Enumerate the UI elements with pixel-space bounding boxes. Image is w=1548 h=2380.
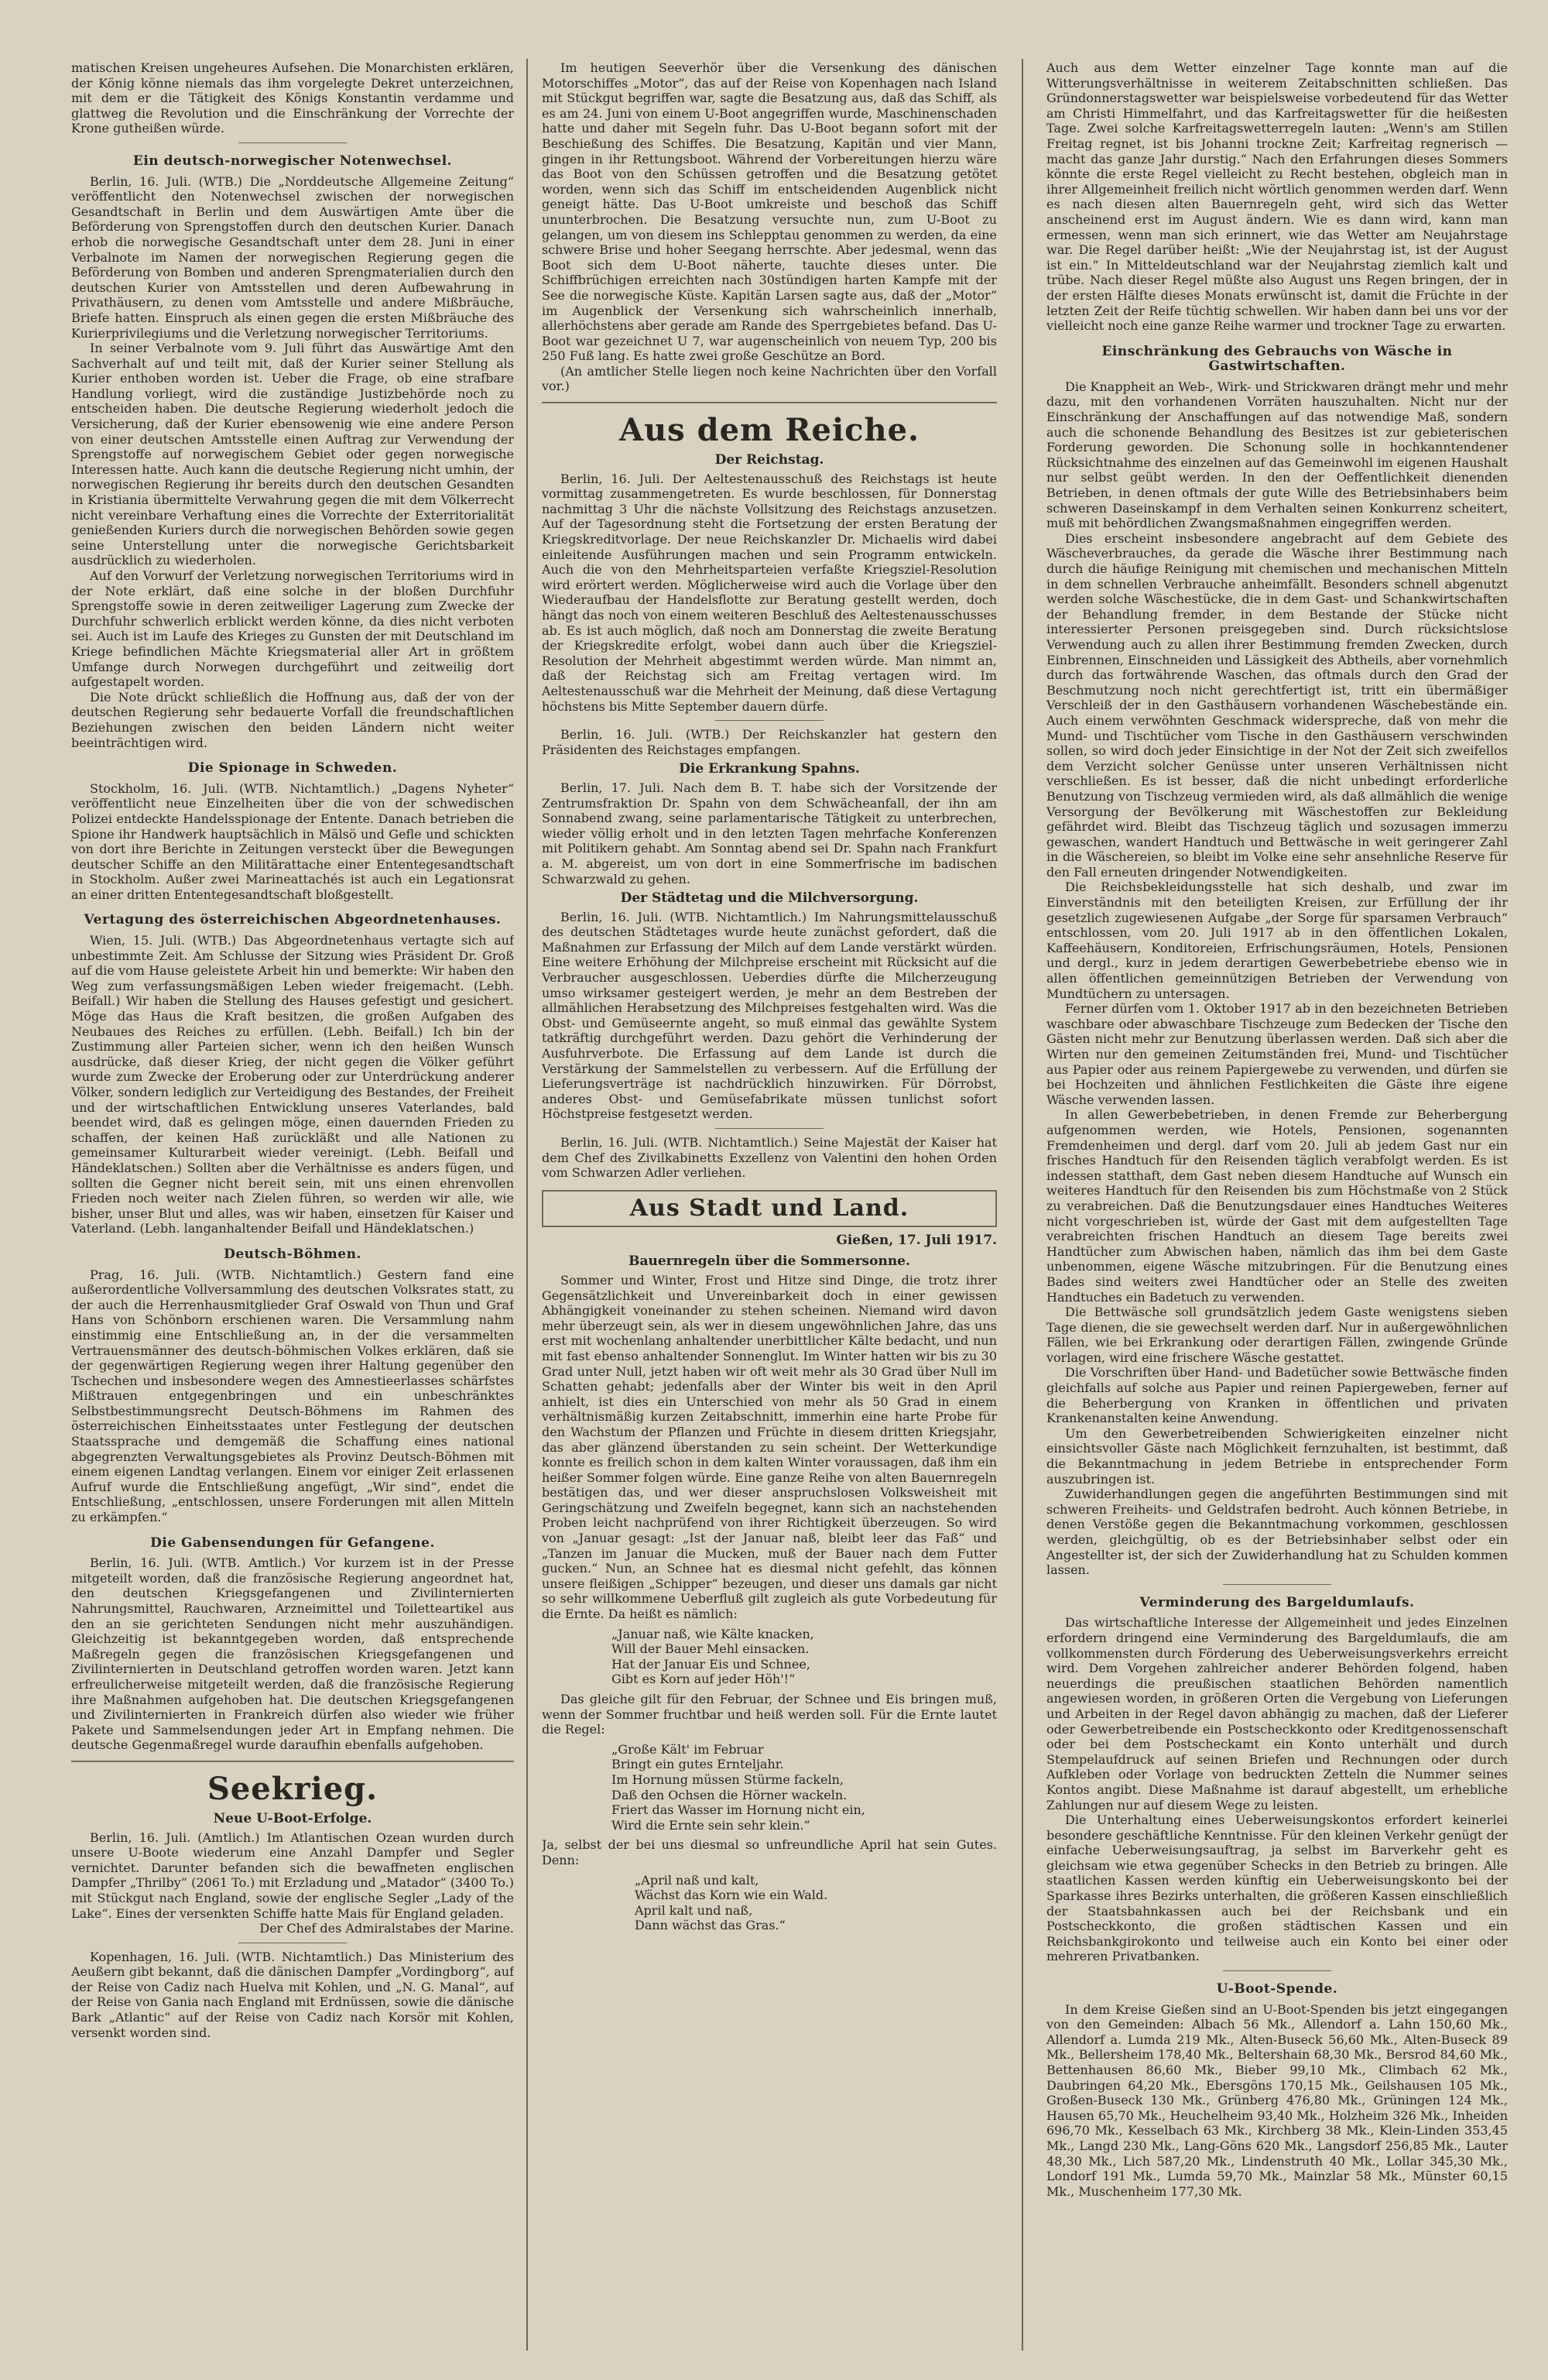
divider [1223,1970,1331,1971]
article-text: Berlin, 16. Juli. Der Aeltestenausschuß des Reichstags ist heute vormittag zusammengetreten. Es wurde beschlossen, für Donnerstag nachmittag 3 Uhr die nächste Vollsitzung des Reichstags anzusetzen. Auf der Tagesordnung steht die Fortsetzung der ersten Beratung der Kriegskreditvorlage. Der neue Reichskanzler Dr. Michaelis wird dabei einleitende Ausführungen machen und sein Programm entwickeln. Auch die von den Mehrheitsparteien verfaßte Kriegsziel-Resolution wird erörtert werden. Möglicherweise wird auch die Vorlage über den Wiederaufbau der Handelsflotte zur Beratung gestellt werden, doch hängt das noch von einem weiteren Beschluß des Aeltestenausschusses ab. Es ist auch möglich, daß noch am Donnerstag die zweite Beratung der Kriegskredite erfolgt, wobei dann auch über die Kriegsziel-Resolution der Mehrheit abgestimmt werden würde. Man nimmt an, daß der Reichstag sich am Freitag vertagen wird. Im Aeltestenausschuß war die Mehrheit der Meinung, daß diese Vertagung höchstens bis Mitte September dauern dürfe. [542,471,997,714]
article-text: Dies erscheint insbesondere angebracht auf dem Gebiete des Wäscheverbrauches, da gerade die Wäsche ihrer Bestimmung nach durch die häufige Reinigung mit chemischen und mechanischen Mitteln in dem schnellen Verbrauche anheimfällt. Besonders schnell abgenutzt werden solche Wäschestücke, die in dem Gast- und Schankwirtschaften der Behandlung fremder, in dem Bestande der Stücke nicht interessierter Personen preisgegeben sind. Durch rücksichtslose Verwendung auch zu allen ihrer Bestimmung fremden Zwecken, durch Einbrennen, Einschneiden und Lässigkeit des Abtheils, aber vornehmlich durch das fortwährende Waschen, das oftmals durch den Grad der Beschmutzung noch nicht gerechtfertigt ist, tritt ein übermäßiger Verschleiß der in den Gasthäusern vorhandenen Wäschebestände ein. Auch einem verwöhnten Geschmack widerspreche, daß von mehr die Mund- und Tischtücher vom Tische in den Gasthäusern verschwinden sollen, so wird doch jeder Einsichtige in der Not der Zeit sich zweifellos dem Verzicht solcher Genüsse unter unseren Verhältnissen nicht verschließen. Es ist besser, daß die nicht unbedingt erforderliche Benutzung von Tischzeug vermieden wird, als daß allmählich die wenige Versorgung der Bevölkerung mit Wäschestoffen zur Bekleidung gefährdet wird. Bleibt das Tischzeug täglich und sozusagen immerzu gewaschen, wandert Handtuch und Bettwäsche in weit geringerer Zahl in die Wäschereien, so bleibt im Volke eine sehr ansehnliche Reserve für den Fall erneuten dringender Notwendigkeiten. [1046,530,1508,880]
article-text: Im heutigen Seeverhör über die Versenkung des dänischen Motorschiffes „Motor“, das auf der Reise von Kopenhagen nach Island mit Stückgut begriffen war, sagte die Besatzung aus, daß das Schiff, als es am 24. Juni von einem U-Boot angegriffen wurde, Maschinenschaden hatte und daher mit Segeln fuhr. Das U-Boot begann sofort mit der Beschießung des Schiffes. Die Besatzung, Kapitän und vier Mann, gingen in ihr Rettungsboot. Während der Vorbereitungen hierzu wäre das Boot von den Schüssen getroffen und die Besatzung getötet worden, wenn sich das Schiff im entscheidenden Augenblick nicht geneigt hätte. Das U-Boot umkreiste und beschoß das Schiff ununterbrochen. Die Besatzung versuchte nun, zum U-Boot zu gelangen, um von diesem ins Schlepptau genommen zu werden, da eine schwere Brise und hoher Seegang herrschte. Aber jedesmal, wenn das Boot sich dem U-Boot näherte, tauchte dieses unter. Die Schiffbrüchigen erreichten nach 30stündigen harten Kampfe mit der See die norwegische Küste. Kapitän Larsen sagte aus, daß der „Motor“ im Augenblick der Versenkung sich wahrscheinlich innerhalb, allerhöchstens aber gerade am Rande des Sperrgebietes befand. Das U-Boot war gezeichnet U 7, war augenscheinlich von neuem Typ, 200 bis 250 Fuß lang. Es hatte zwei große Geschütze an Bord. [542,60,997,364]
subheadline-spahn: Die Erkrankung Spahns. [679,761,860,777]
divider [715,1128,824,1129]
article-text: Ja, selbst der bei uns diesmal so unfreundliche April hat sein Gutes. Denn: [542,1837,997,1867]
headline-boehmen: Deutsch-Böhmen. [224,1246,361,1262]
article-text: Die Note drückt schließlich die Hoffnung aus, daß der von der deutschen Regierung sehr bedauerte Vorfall die freundschaftlichen Beziehungen zwischen den beiden Ländern nicht weiter beeinträchtigen wird. [71,689,514,750]
headline-vertagung: Vertagung des österreichischen Abgeordnetenhauses. [84,912,502,928]
section-title-reiche: Aus dem Reiche. [619,412,920,449]
headline-waesche: Einschränkung des Gebrauchs von Wäsche in Gastwirtschaften. [1101,343,1453,375]
article-text: Zuwiderhandlungen gegen die angeführten Bestimmungen sind mit schweren Freiheits- und Geldstrafen bedroht. Auch können Betriebe, in denen Verstöße gegen die Bekanntmachung vorkommen, geschlossen werden, gleichgültig, ob es der Betriebsinhaber selbst oder ein Angestellter ist, der sich der Zuwiderhandlung hat zu Schulden kommen lassen. [1046,1487,1508,1578]
verse: „Januar naß, wie Kälte knacken, Will der Bauer Mehl einsacken. Hat der Januar Eis und Schnee, Gibt es Korn auf jeder Höh'!“ [611,1626,814,1687]
article-text: Berlin, 16. Juli. (WTB.) Der Reichskanzler hat gestern den Präsidenten des Reichstages empfangen. [542,727,997,757]
headline-spende: U-Boot-Spende. [1216,1981,1338,1998]
article-text: Stockholm, 16. Juli. (WTB. Nichtamtlich.) „Dagens Nyheter“ veröffentlicht neue Einzelheiten über die von der schwedischen Polizei entdeckte Handelsspionage der Entente. Danach betrieben die Spione ihr Handwerk hauptsächlich in Mälsö und Gefle und schickten von dort ihre Berichte in Zeitungen versteckt über die Bewegungen deutscher Schiffe an den Militärattache einer Ententegesandtschaft in Stockholm. Außer zwei Marineattachés ist auch ein Legationsrat an einer dritten Ententegesandtschaft bloßgestellt. [71,780,514,902]
headline-spionage: Die Spionage in Schweden. [187,760,398,777]
column-3 [1046,60,1508,2352]
headline-norweg: Ein deutsch-norwegischer Notenwechsel. [132,153,453,169]
section-title-stadt: Aus Stadt und Land. [629,1194,909,1222]
article-text: matischen Kreisen ungeheures Aufsehen. Die Monarchisten erklären, der König könne niemals das ihm vorgelegte Dekret unterzeichnen, mit dem er die Tätigkeit des Königs Konstantin verdamme und glattweg die Revolution und die Einschränkung der Vorrechte der Krone gutheißen würde. [71,60,514,136]
article-text: Berlin, 16. Juli. (WTB. Amtlich.) Vor kurzem ist in der Presse mitgeteilt worden, daß die französische Regierung angeordnet hat, den deutschen Kriegsgefangenen und Zivilinternierten Nahrungsmittel, Rauchwaren, Arzneimittel und Toiletteartikel aus den an sie gerichteten Sendungen nicht mehr auszuhändigen. Gleichzeitig ist bekanntgegeben worden, daß entsprechende Maßregeln gegen die französischen Kriegsgefangenen und Zivilinternierten in Deutschland getroffen worden waren. Jetzt kann erfreulicherweise mitgeteilt werden, daß die französische Regierung ihre Maßnahmen aufgehoben hat. Die deutschen Kriegsgefangenen und Zivilinternierten in Frankreich dürfen also wieder wie früher Pakete und Sammelsendungen jeder Art in Empfang nehmen. Die deutsche Gegenmaßregel wurde daraufhin ebenfalls aufgehoben. [71,1555,514,1753]
section-divider [542,402,997,403]
section-box-stadt [542,1190,997,1227]
article-text: Berlin, 16. Juli. (Amtlich.) Im Atlantischen Ozean wurden durch unsere U-Boote wiederum eine Anzahl Dampfer und Segler vernichtet. Darunter befanden sich die bewaffneten englischen Dampfer „Thrilby“ (2061 To.) mit Erzladung und „Matador“ (3400 To.) mit Stückgut nach England, sowie der englische Segler „Lady of the Lake“. Eines der versenkten Schiffe hatte Mais für England geladen. [71,1830,514,1921]
article-signature: Der Chef des Admiralstabes der Marine. [259,1921,514,1936]
article-text: Kopenhagen, 16. Juli. (WTB. Nichtamtlich.) Das Ministerium des Aeußern gibt bekannt, daß die dänischen Dampfer „Vordingborg“, auf der Reise von Cadiz nach Huelva mit Kohlen, und „N. G. Manal“, auf der Reise von Gania nach England mit Erdnüssen, sowie die dänische Bark „Atlantic“ auf der Reise von Cadiz nach Korsör mit Kohlen, versenkt worden sind. [71,1949,514,2040]
article-text: Prag, 16. Juli. (WTB. Nichtamtlich.) Gestern fand eine außerordentliche Vollversammlung des deutschen Volksrates statt, zu der auch die Herrenhausmitglieder Graf Oswald von Thun und Graf Hans von Schönborn erschienen waren. Die Versammlung nahm einstimmig eine Entschließung an, in der die versammelten Vertrauensmänner des deutsch-böhmischen Volkes erklären, daß sie der gegenwärtigen Regierung wegen ihrer Haltung gegenüber den Tschechen und insbesondere wegen des Amnestieerlasses schärfstes Mißtrauen entgegenbringen und ein unbeschränktes Selbstbestimmungsrecht Deutsch-Böhmens im Rahmen des österreichischen Einheitsstaates unter Festlegung der deutschen Staatssprache und demgemäß die Schaffung eines national abgegrenzten Verwaltungsgebietes als Provinz Deutsch-Böhmen mit einem eigenen Landtag verlangen. Einem vor einiger Zeit erlassenen Aufruf wurde die Entschließung angefügt, „Wir sind“, endet die Entschließung, „entschlossen, unsere Forderungen mit allen Mitteln zu erkämpfen.“ [71,1267,514,1525]
subheadline-reichstag: Der Reichstag. [714,452,824,468]
verse: „April naß und kalt, Wächst das Korn wie ein Wald. April kalt und naß, Dann wächst das Gras.“ [635,1872,828,1933]
article-text: Auf den Vorwurf der Verletzung norwegischen Territoriums wird in der Note erklärt, daß eine solche in der bloßen Durchfuhr Sprengstoffe sowie in deren zeitweiliger Lagerung zum Zwecke der Durchfuhr schwerlich erblickt werden könne, da dies nicht verboten sei. Auch ist im Laufe des Krieges zu Gunsten der mit Deutschland im Kriege befindlichen Mächte Kriegsmaterial aller Art in größtem Umfange durch Norwegen durchgeführt und zeitweilig dort aufgestapelt worden. [71,568,514,690]
article-text: In allen Gewerbebetrieben, in denen Fremde zur Beherbergung aufgenommen werden, wie Hotels, Pensionen, sogenannten Fremdenheimen und dergl. darf vom 20. Juli ab jedem Gast nur ein frisches Handtuch für den Reisenden täglich verabfolgt werden. Es ist indessen statthaft, dem Gast neben diesem Handtuche auf Wunsch ein weiteres Handtuch für den Reisenden bis zum Höchstmaße von 2 Stück zu verabreichen. Daß die Benutzungsdauer eines Handtuches Weiteres nicht vorgeschrieben ist, würde der Gast mit dem aufgestellten Tage verabreichten frischen Handtuch an diesem Tage bereits zwei Handtücher zum Abwischen haben, nämlich das ihm bei dem Gaste unbenommen, eigene Wäsche mitzubringen. Für die Benutzung eines Bades sind weiters zwei Handtücher oder an Stelle des zweiten Handtuches ein Badetuch zu verwenden. [1046,1107,1508,1305]
article-text: Die Bettwäsche soll grundsätzlich jedem Gaste wenigstens sieben Tage dienen, die sie gewechselt werden darf. Nur in außergewöhnlichen Fällen, wie bei Erkrankung oder derartigen Fällen, zwingende Gründe vorlagen, wird eine frischere Wäsche gestattet. [1046,1305,1508,1365]
article-text: Auch aus dem Wetter einzelner Tage konnte man auf die Witterungsverhältnisse in weiterem Zeitabschnitten schließen. Das Gründonnerstagswetter war beispielsweise vorbedeutend für das Wetter am Christi Himmelfahrt, und das Karfreitagswetter für die heißesten Tage. Zwei solche Karfreitagswetterregeln lauten: „Wenn's am Stillen Freitag regnet, ist bis Johanni trockne Zeit; Karfreitag regnerisch — macht das ganze Jahr durstig.“ Nach den Erfahrungen dieses Sommers könnte die erste Regel vielleicht zu Recht bestehen, obgleich man in ihrer Allgemeinheit freilich nicht wörtlich genommen werden darf. Wenn es nach diesen alten Bauernregeln geht, wird sich das Wetter anscheinend erst im August ändern. Wie es dann wird, kann man ermessen, wenn man sich erinnert, wie das Wetter am Neujahrstage war. Die Regel darüber heißt: „Wie der Neujahrstag ist, ist der August ist ein.“ In Mitteldeutschland war der Neujahrstag ziemlich kalt und trübe. Nach dieser Regel müßte also August uns Regen bringen, der in der ersten Hälfte dieses Monats erwünscht ist, damit die Früchte in der letzten Zeit der Reife tüchtig schwellen. Wir haben dann bei uns vor der vielleicht noch eine ganze Reihe warmer und trockner Tage zu erwarten. [1046,60,1508,334]
divider [238,142,347,143]
article-text: In dem Kreise Gießen sind an U-Boot-Spenden bis jetzt eingegangen von den Gemeinden: Albach 56 Mk., Allendorf a. Lahn 150,60 Mk., Allendorf a. Lumda 219 Mk., Alten-Buseck 56,60 Mk., Alten-Buseck 89 Mk., Bellersheim 178,40 Mk., Beltershain 68,30 Mk., Bersrod 84,60 Mk., Bettenhausen 86,60 Mk., Bieber 99,10 Mk., Climbach 62 Mk., Daubringen 64,20 Mk., Ebersgöns 170,15 Mk., Geilshausen 105 Mk., Großen-Buseck 130 Mk., Grünberg 476,80 Mk., Grüningen 124 Mk., Hausen 65,70 Mk., Heuchelheim 93,40 Mk., Holzheim 326 Mk., Inheiden 696,70 Mk., Kesselbach 63 Mk., Kirchberg 38 Mk., Klein-Linden 353,45 Mk., Langd 230 Mk., Lang-Göns 620 Mk., Langsdorf 256,85 Mk., Lauter 48,30 Mk., Lich 587,20 Mk., Lindenstruth 40 Mk., Lollar 345,30 Mk., Londorf 191 Mk., Lumda 59,70 Mk., Mainzlar 58 Mk., Münster 60,15 Mk., Muschenheim 177,30 Mk. [1046,2001,1508,2199]
article-text: Berlin, 17. Juli. Nach dem B. T. habe sich der Vorsitzende der Zentrumsfraktion Dr. Spahn von dem Schwächeanfall, der ihn am Sonnabend zwang, seine parlamentarische Tätigkeit zu unterbrechen, wieder völlig erholt und in den letzten Tagen mehrfache Konferenzen mit Politikern gehabt. Am Sonntag abend sei Dr. Spahn nach Frankfurt a. M. abgereist, um von dort in eine Sommerfrische im badischen Schwarzwald zu gehen. [542,780,997,886]
article-text: Berlin, 16. Juli. (WTB.) Die „Norddeutsche Allgemeine Zeitung“ veröffentlicht den Notenwechsel zwischen der norwegischen Gesandtschaft in Berlin und dem Auswärtigen Amte über die Beförderung von Sprengstoffen durch den deutschen Kurier. Danach erhob die norwegische Gesandtschaft unter dem 28. Juni in einer Verbalnote im Namen der norwegischen Regierung gegen die Beförderung von Bomben und anderen Sprengmaterialien durch den deutschen Kurier von Amtsstellen und deren Aufbewahrung in Privathäusern, zu denen vom Amtsstelle und andere Mißbräuche, Briefe hatten. Einspruch als einen gegen die ersten Mißbräuche des Kurierprivilegiums und die Verletzung norwegischer Territoriums. [71,173,514,341]
article-text: Die Vorschriften über Hand- und Badetücher sowie Bettwäsche finden gleichfalls auf solche aus Papier und reinen Papiergeweben, ferner auf die Beherbergung von Kranken in öffentlichen und privaten Krankenanstalten keine Anwendung. [1046,1365,1508,1426]
column-rule-1 [526,59,528,2351]
column-rule-2 [1022,59,1023,2351]
article-text: Wien, 15. Juli. (WTB.) Das Abgeordnetenhaus vertagte sich auf unbestimmte Zeit. Am Schlusse der Sitzung wies Präsident Dr. Groß auf die vom Hause geleistete Arbeit hin und bemerkte: Wir haben den Weg zum verfassungsmäßigen Leben wieder freigemacht. (Lebh. Beifall.) Wir haben die Stellung des Hauses gefestigt und gesichert. Möge das Haus die Kraft besitzen, die großen Aufgaben des Neubaues des Reiches zu erfüllen. (Lebh. Beifall.) Ich bin der Zustimmung aller Parteien sicher, wenn ich den heißen Wunsch ausdrücke, daß dieser Krieg, der nicht gegen die Völker geführt wurde zum Zwecke der Eroberung oder zur Unterdrückung anderer Völker, sondern lediglich zur Verteidigung des Bestandes, der Freiheit und der wirtschaftlichen Entwicklung unseres Vaterlandes, bald beendet wird, daß es gelingen möge, einen dauernden Frieden zu schaffen, der keinen Haß zurückläßt und alle Nationen zu gemeinsamer Kulturarbeit wieder vereinigt. (Lebh. Beifall und Händeklatschen.) Sollten aber die Verhältnisse es anders fügen, und sollten die Gegner nicht bereit sein, mit uns einen ehrenvollen Frieden noch weiter nach Zielen führen, so werden wir alle, wie bisher, unser Blut und alles, was wir haben, einsetzen für Kaiser und Vaterland. (Lebh. langanhaltender Beifall und Händeklatschen.) [71,933,514,1236]
article-text: Die Knappheit an Web-, Wirk- und Strickwaren drängt mehr und mehr dazu, mit den vorhandenen Vorräten hauszuhalten. Nicht nur der Einschränkung der Anschaffungen auf das notwendige Maß, sondern auch die schonende Behandlung des Besitzes ist zur gebieterischen Forderung geworden. Die Schonung solle in hochkanntendener Rücksichtnahme des einzelnen auf das Gemeinwohl im eigenen Haushalt nur selbst geübt werden. In den der Oeffentlichkeit dienenden Betrieben, in denen oftmals der gute Wille des Betriebsinhabers beim schweren Daseinskampf in dem Verhalten seinen Konkurrenz scheitert, muß mit behördlichen Zwangsmaßnahmen eingegriffen werden. [1046,379,1508,531]
article-text: Die Reichsbekleidungsstelle hat sich deshalb, und zwar im Einverständnis mit den beteiligten Kreisen, zur Erfüllung der ihr gesetzlich zugewiesenen Aufgabe „der Sorge für sparsamen Verbrauch“ entschlossen, vom 20. Juli 1917 ab in den öffentlichen Lokalen, Kaffeehäusern, Konditoreien, Erfrischungsräumen, Hotels, Pensionen und dergl., kurz in jedem derartigen Gewerbebetriebe ebenso wie in allen öffentlichen gemeinnützigen Betrieben der Verwendung von Mundtüchern zu untersagen. [1046,880,1508,1001]
article-text: In seiner Verbalnote vom 9. Juli führt das Auswärtige Amt den Sachverhalt auf und teilt mit, daß der Kurier seiner Stellung als Kurier enthoben worden ist. Ueber die Frage, ob eine strafbare Handlung vorliegt, wird die zuständige Justizbehörde noch zu entscheiden haben. Die deutsche Regierung wiederholt jedoch die Versicherung, daß der Kurier ebensowenig wie eine andere Person von einer deutschen Amtsstelle einen Auftrag zur Verwendung der Sprengstoffe auf norwegischem Gebiet oder gegen norwegische Interessen hatte. Auch kann die deutsche Regierung nicht umhin, der norwegischen Regierung ihr bereits durch den deutschen Gesandten in Kristiania übermittelte Verwahrung gegen die mit dem Völkerrecht nicht vereinbare Verhaftung eines die Vorrechte der Exterritorialität genießenden Kuriers durch die norwegischen Behörden sowie gegen seine Unterstellung unter die norwegische Gerichtsbarkeit ausdrücklich zu wiederholen. [71,341,514,568]
headline-gaben: Die Gabensendungen für Gefangene. [150,1535,435,1551]
article-text: Die Unterhaltung eines Ueberweisungskontos erfordert keinerlei besondere geschäftliche Kenntnisse. Für den kleinen Verkehr genügt der einfache Ueberweisungsauftrag, ja selbst im Barverkehr geht es gleichsam wie etwa gegenüber Schecks in den Betrieb zu bringen. Alle staatlichen Kassen werden künftig ein Ueberweisungskonto bei der Sparkasse ihres Bezirks unterhalten, die größeren Kassen einschließlich der Staatsbahnkassen auch bei der Reichsbank und ein Postscheckkonto, die großen städtischen Kassen und ein Reichsbankgirokonto und teilweise auch ein Konto bei einer oder mehreren Privatbanken. [1046,1812,1508,1964]
column-1 [71,60,514,2352]
section-divider [71,1761,514,1762]
headline-bargeld: Verminderung des Bargeldumlaufs. [1139,1594,1415,1610]
article-note: (An amtlicher Stelle liegen noch keine Nachrichten über den Vorfall vor.) [542,363,997,394]
article-text: Das gleiche gilt für den Februar, der Schnee und Eis bringen muß, wenn der Sommer fruchtbar und heiß werden soll. Für die Ernte lautet die Regel: [542,1692,997,1737]
article-text: Berlin, 16. Juli. (WTB. Nichtamtlich.) Seine Majestät der Kaiser hat dem Chef des Zivilkabinetts Exzellenz von Valentini den hohen Orden vom Schwarzen Adler verliehen. [542,1135,997,1181]
verse: „Große Kält' im Februar Bringt ein gutes Ernteljahr. Im Hornung müssen Stürme fackeln, Daß den Ochsen die Hörner wackeln. Friert das Wasser im Hornung nicht ein, Wird die Ernte sein sehr klein.“ [611,1741,865,1833]
section-title-seekrieg: Seekrieg. [207,1770,378,1807]
subheadline-staedte: Der Städtetag und die Milchversorgung. [620,890,919,907]
headline-bauern: Bauernregeln über die Sommersonne. [628,1253,910,1270]
subheadline-uboot: Neue U-Boot-Erfolge. [213,1810,372,1826]
divider [715,720,824,721]
dateline: Gießen, 17. Juli 1917. [836,1232,997,1248]
divider [1223,1584,1331,1585]
article-text: Um den Gewerbetreibenden Schwierigkeiten einzelner nicht einsichtsvoller Gäste nach Möglichkeit fernzuhalten, ist bestimmt, daß die Bekanntmachung in jedem Betriebe in entsprechender Form auszubringen ist. [1046,1425,1508,1487]
article-text: Sommer und Winter, Frost und Hitze sind Dinge, die trotz ihrer Gegensätzlichkeit und Unvereinbarkeit doch in einer gewissen Abhängigkeit voneinander zu stehen scheinen. Niemand wird davon mehr überzeugt sein, als wer in diesem ungewöhnlichen Jahre, das uns erst mit wochenlang anhaltender unerbittlicher Kälte bedacht, und nun mit fast ebenso anhaltender Sonnenglut. Im Winter hatten wir bis zu 30 Grad unter Null, jetzt haben wir oft weit mehr als 30 Grad über Null im Schatten gehabt; jedenfalls aber der Winter bis weit in den April anhielt, ist dies ein Unterschied von mehr als 50 Grad in einem verhältnismäßig kurzen Zeitabschnitt, immerhin eine harte Probe für den Wachstum der Pflanzen und Früchte in diesem dritten Kriegsjahr, das aber glänzend überstanden zu sein scheint. Der Wetterkundige konnte es freilich schon in dem kalten Winter voraussagen, daß ihm ein heißer Sommer folgen würde. Eine ganze Reihe von alten Bauernregeln bestätigen das, und wer dieser anspruchslosen Volksweisheit mit Geringschätzung und Zweifeln begegnet, kann sich an nachstehenden Proben leicht nachprüfend von ihrer Richtigkeit überzeugen. So wird von „Januar gesagt: „Ist der Januar naß, bleibt leer das Faß“ und „Tanzen im Januar die Mucken, muß der Bauer nach dem Futter gucken.“ Nun, an Schnee hat es diesmal nicht gefehlt, das können unsere fleißigen „Schipper“ bezeugen, und dieser uns damals gar nicht so sehr willkommene Ueberfluß gilt zugleich als gute Vorbedeutung für die Ernte. Da heißt es nämlich: [542,1272,997,1622]
article-text: Berlin, 16. Juli. (WTB. Nichtamtlich.) Im Nahrungsmittelausschuß des deutschen Städtetages wurde heute zunächst gefordert, daß die Maßnahmen zur Erfassung der Milch auf dem Lande verstärkt würden. Eine weitere Erhöhung der Milchpreise erscheint mit Rücksicht auf die Verbraucher ausgeschlossen. Ueberdies dürfte die Milcherzeugung umso wirksamer gesteigert werden, je mehr an dem Bestreben der allmählichen Herabsetzung des Milchpreises festgehalten wird. Was die Obst- und Gemüseernte angeht, so muß einmal das gewählte System tatkräftig durchgeführt werden. Dazu gehört die Verhinderung der Ausfuhrverbote. Die Erfassung auf dem Lande ist durch die Verstärkung der Sammelstellen zu verbessern. Auf die Erfüllung der Lieferungsverträge ist nachdrücklich hinzuwirken. Für Dörrobst, anderes Obst- und Gemüsefabrikate müssen tunlichst sofort Höchstpreise festgesetzt werden. [542,909,997,1122]
article-text: Ferner dürfen vom 1. Oktober 1917 ab in den bezeichneten Betrieben waschbare oder abwaschbare Tischzeuge zum Bedecken der Tische den Gästen nicht mehr zur Benutzung überlassen werden. Daß sich aber die Wirten nur den gemeinen Zeitumständen frei, Mund- und Tischtücher aus Papier oder aus reinem Papiergewebe zu verwenden, und dürfen sie bei Hochzeiten und ähnlichen Festlichkeiten die Gäste ihre eigene Wäsche verwenden lassen. [1046,1001,1508,1107]
article-text: Das wirtschaftliche Interesse der Allgemeinheit und jedes Einzelnen erfordern dringend eine Verminderung des Bargeldumlaufs, die am vollkommensten durch Förderung des Ueberweisungsverkehrs erreicht wird. Dem Vorgehen zahlreicher anderer Behörden folgend, haben neuerdings die preußischen staatlichen Behörden namentlich angewiesen worden, in größeren Orten die Vergebung von Lieferungen und Arbeiten in der Regel davon abhängig zu machen, daß der Lieferer oder Gewerbetreibende ein Postscheckkonto oder Kreditgenossenschaft oder bei dem Postscheckamt ein Konto unterhält und durch Stempelaufdruck auf seinen Briefen und Rechnungen oder durch Aufkleben oder Vorlage von bedruckten Zetteln die Nummer seines Kontos angibt. Diese Maßnahme ist darauf abgestellt, um erhebliche Zahlungen nur auf diesem Wege zu leisten. [1046,1615,1508,1812]
column-2 [542,60,997,2352]
